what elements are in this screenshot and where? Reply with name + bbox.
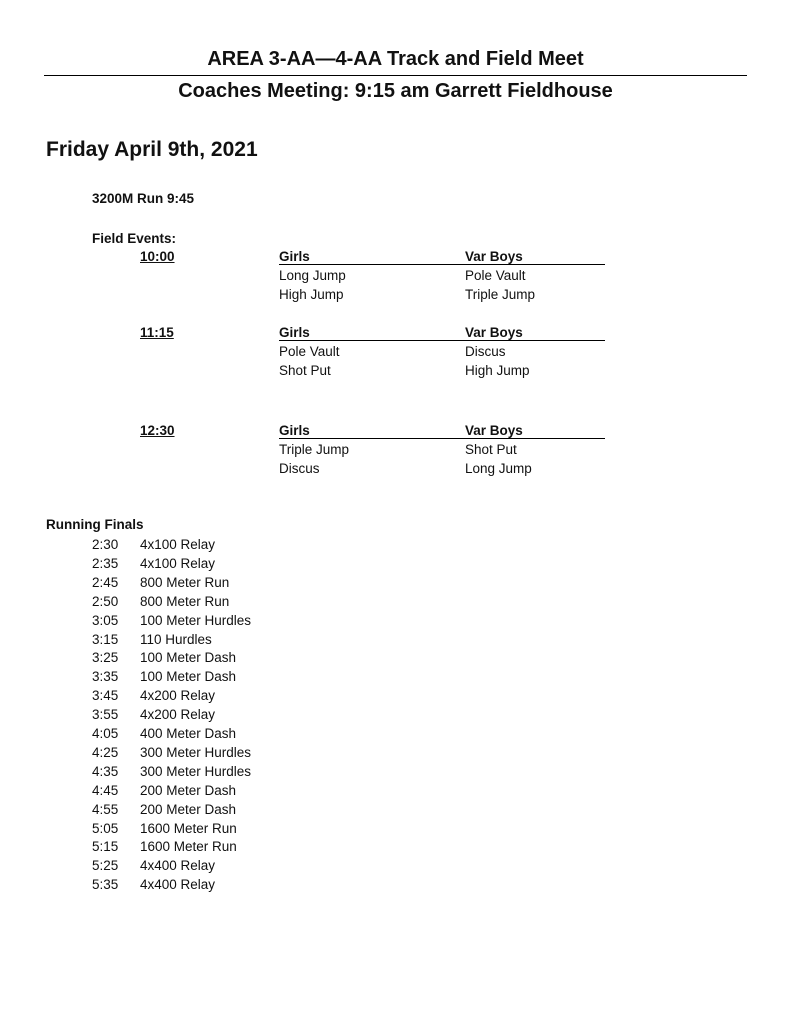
race-event: 800 Meter Run — [140, 594, 230, 609]
boys-header: Var Boys — [465, 423, 523, 438]
block-time: 12:30 — [140, 423, 175, 438]
block-time: 11:15 — [140, 325, 174, 340]
race-event: 100 Meter Hurdles — [140, 613, 252, 628]
race-time: 3:05 — [92, 613, 119, 628]
girls-event: Pole Vault — [279, 344, 340, 359]
race-event: 400 Meter Dash — [140, 726, 237, 741]
race-event: 1600 Meter Run — [140, 839, 237, 854]
race-event: 100 Meter Dash — [140, 669, 237, 684]
header-underline — [279, 264, 605, 265]
race-event: 300 Meter Hurdles — [140, 764, 252, 779]
race-event: 300 Meter Hurdles — [140, 745, 252, 760]
race-time: 3:35 — [92, 669, 119, 684]
field-events-label: Field Events: — [92, 231, 177, 246]
girls-event: Shot Put — [279, 363, 331, 378]
race-time: 5:35 — [92, 877, 119, 892]
race-event: 200 Meter Dash — [140, 802, 237, 817]
document-subtitle: Coaches Meeting: 9:15 am Garrett Fieldhouse — [178, 80, 613, 102]
race-event: 200 Meter Dash — [140, 783, 237, 798]
header-underline — [279, 438, 605, 439]
race-time: 5:15 — [92, 839, 119, 854]
race-time: 3:25 — [92, 650, 119, 665]
girls-header: Girls — [279, 423, 310, 438]
boys-event: High Jump — [465, 363, 530, 378]
boys-event: Shot Put — [465, 442, 517, 457]
race-time: 2:30 — [92, 537, 119, 552]
race-event: 4x100 Relay — [140, 537, 216, 552]
race-time: 5:05 — [92, 821, 119, 836]
boys-event: Triple Jump — [465, 287, 536, 302]
boys-header: Var Boys — [465, 249, 523, 264]
meet-date: Friday April 9th, 2021 — [46, 138, 258, 161]
first-event: 3200M Run 9:45 — [92, 191, 195, 206]
race-event: 4x400 Relay — [140, 858, 216, 873]
boys-event: Discus — [465, 344, 506, 359]
running-finals-label: Running Finals — [46, 517, 144, 532]
girls-event: Long Jump — [279, 268, 346, 283]
boys-header: Var Boys — [465, 325, 523, 340]
boys-event: Pole Vault — [465, 268, 526, 283]
girls-event: High Jump — [279, 287, 344, 302]
race-event: 4x200 Relay — [140, 688, 216, 703]
race-time: 5:25 — [92, 858, 119, 873]
race-time: 2:35 — [92, 556, 119, 571]
girls-header: Girls — [279, 249, 310, 264]
girls-event: Discus — [279, 461, 320, 476]
race-event: 1600 Meter Run — [140, 821, 237, 836]
document-title: AREA 3-AA—4-AA Track and Field Meet — [207, 48, 584, 70]
race-time: 3:15 — [92, 632, 119, 647]
race-event: 110 Hurdles — [140, 632, 212, 647]
race-time: 4:45 — [92, 783, 119, 798]
race-time: 4:05 — [92, 726, 119, 741]
race-time: 2:45 — [92, 575, 119, 590]
race-event: 4x100 Relay — [140, 556, 216, 571]
girls-header: Girls — [279, 325, 310, 340]
race-event: 100 Meter Dash — [140, 650, 237, 665]
race-time: 4:25 — [92, 745, 119, 760]
race-event: 800 Meter Run — [140, 575, 230, 590]
girls-event: Triple Jump — [279, 442, 350, 457]
header-underline — [279, 340, 605, 341]
race-event: 4x400 Relay — [140, 877, 216, 892]
race-time: 4:55 — [92, 802, 119, 817]
race-time: 3:45 — [92, 688, 119, 703]
race-event: 4x200 Relay — [140, 707, 216, 722]
title-rule — [44, 75, 747, 76]
boys-event: Long Jump — [465, 461, 532, 476]
race-time: 4:35 — [92, 764, 119, 779]
race-time: 3:55 — [92, 707, 119, 722]
block-time: 10:00 — [140, 249, 175, 264]
race-time: 2:50 — [92, 594, 119, 609]
